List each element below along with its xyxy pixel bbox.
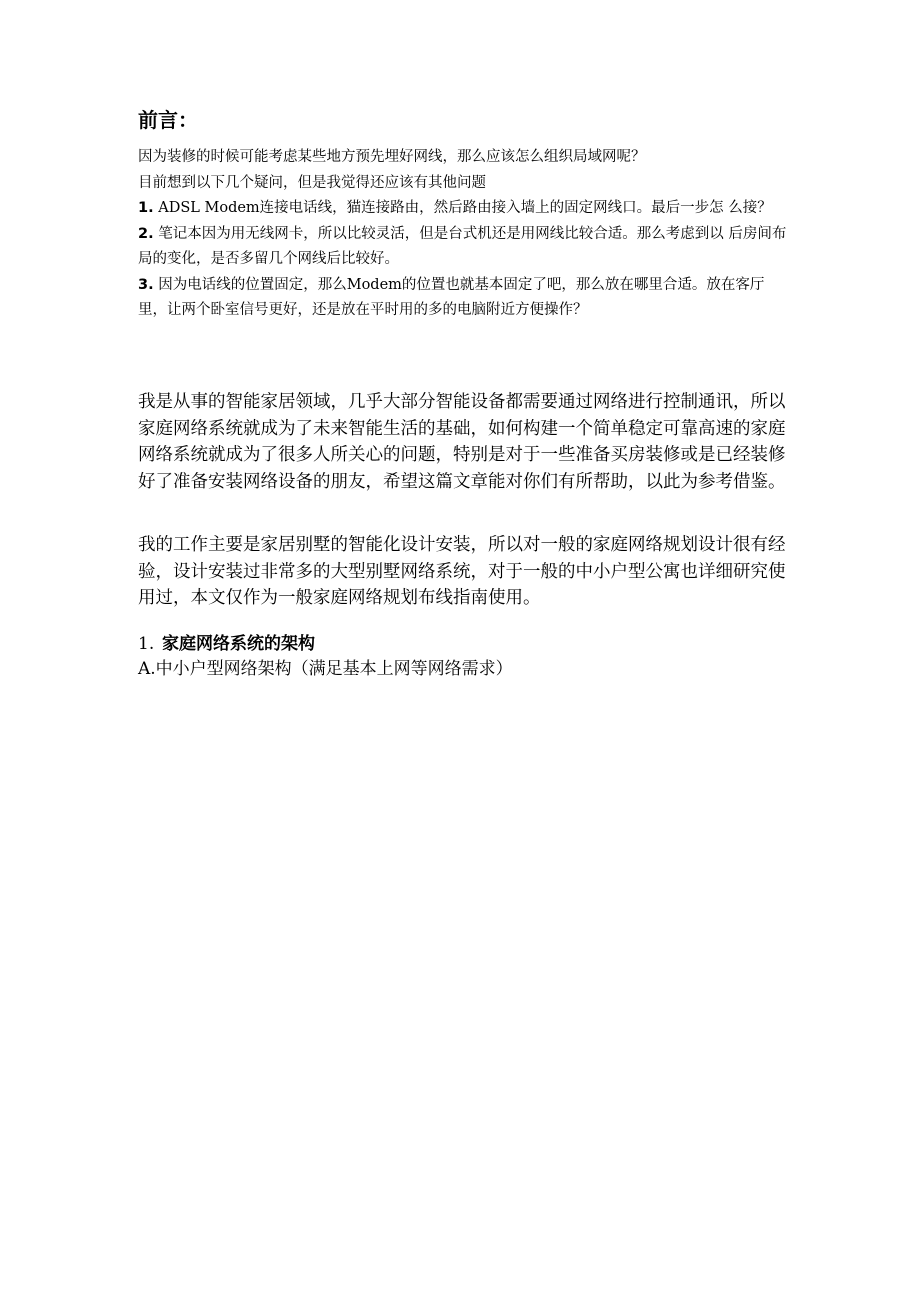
question-text: 笔记本因为用无线网卡，所以比较灵活，但是台式机还是用网线比较合适。那么考虑到以 后房间布局的变化，是否多留几个网线后比较好。 [138, 225, 787, 267]
section-heading [138, 632, 315, 656]
question-number: 3. [138, 276, 154, 293]
body-paragraph: 我是从事的智能家居领域，几乎大部分智能设备都需要通过网络进行控制通讯，所以家庭网络系统就成为了未来智能生活的基础，如何构建一个简单稳定可靠高速的家庭网络系统就成为了很多人所关心的问题，特别是对于一些准备买房装修或是已经装修好了准备安装网络设备的朋友，希望这篇文章能对你们有所帮助，以此为参考借鉴。 [138, 392, 786, 492]
preface-line: 因为装修的时候可能考虑某些地方预先埋好网线，那么应该怎么组织局域网呢？ [138, 149, 646, 165]
subsection-heading: A.中小户型网络架构（满足基本上网等网络需求） [138, 659, 513, 679]
question-text: 因为电话线的位置固定，那么Modem的位置也就基本固定了吧，那么放在哪里合适。放在客厅里，让两个卧室信号更好，还是放在平时用的多的电脑附近方便操作？ [138, 276, 765, 318]
question-text: ADSL Modem连接电话线，猫连接路由，然后路由接入墙上的固定网线口。最后一步怎 么接？ [153, 200, 772, 216]
question-item [138, 222, 793, 273]
body-paragraph: 我的工作主要是家居别墅的智能化设计安装，所以对一般的家庭网络规划设计很有经验，设计安装过非常多的大型别墅网络系统，对于一般的中小户型公寓也详细研究使用过，本文仅作为一般家庭网络规划布线指南使用。 [138, 535, 786, 608]
question-item [138, 196, 793, 222]
question-number: 1. [138, 200, 154, 216]
section-title-text: 家庭网络系统的架构 [162, 634, 315, 654]
preface-heading: 前言： [138, 108, 198, 132]
question-item [138, 273, 793, 324]
question-number: 2. [138, 225, 154, 242]
preface-block [138, 145, 793, 324]
preface-line: 目前想到以下几个疑问，但是我觉得还应该有其他问题 [138, 174, 486, 191]
section-number: 1. [138, 634, 155, 654]
